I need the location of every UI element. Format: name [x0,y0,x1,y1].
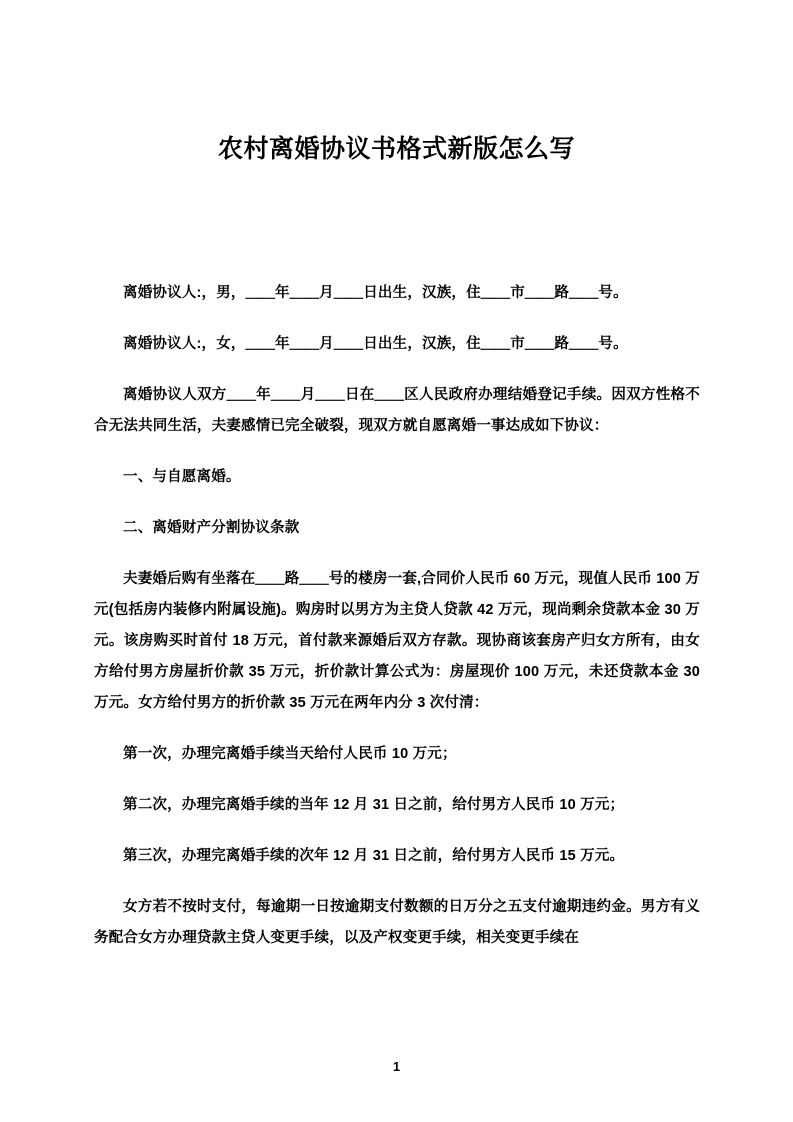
paragraph-payment-third: 第三次，办理完离婚手续的次年 12 月 31 日之前，给付男方人民币 15 万元。 [123,848,625,864]
page-number: 1 [392,1059,401,1074]
document-body [94,278,700,974]
paragraph-marriage-registration: 离婚协议人双方＿＿年＿＿月＿＿日在＿＿区人民政府办理结婚登记手续。因双方性格不合无法共同生活，夫妻感情已完全破裂，现双方就自愿离婚一事达成如下协议： [94,387,700,434]
paragraph-article-two-heading: 二、离婚财产分割协议条款 [123,520,300,536]
paragraph-party-male: 离婚协议人:，男，＿＿年＿＿月＿＿日出生，汉族，住＿＿市＿＿路＿＿号。 [123,285,628,301]
paragraph-party-female: 离婚协议人:，女，＿＿年＿＿月＿＿日出生，汉族，住＿＿市＿＿路＿＿号。 [123,336,628,352]
paragraph-payment-second: 第二次，办理完离婚手续的当年 12 月 31 日之前，给付男方人民币 10 万元； [123,797,625,813]
paragraph-property-division: 夫妻婚后购有坐落在＿＿路＿＿号的楼房一套,合同价人民币 60 万元，现值人民币 100 万元(包括房内装修内附属设施)。购房时以男方为主贷人贷款 42 万元，现尚剩余贷款本金 30 万元。该房购买时首付 18 万元，首付款来源婚后双方存款。现协商该套房产归女方所有，由女方给付男方房屋折价款 35 万元，折价款计算公式为：房屋现价 100 万元，未还贷款本金 30 万元。女方给付男方的折价款 35 万元在两年内分 3 次付清： [94,571,700,711]
paragraph-payment-first: 第一次，办理完离婚手续当天给付人民币 10 万元； [123,746,457,762]
page-title: 农村离婚协议书格式新版怎么写 [217,135,575,163]
paragraph-article-one: 一、与自愿离婚。 [123,469,241,485]
paragraph-late-payment-penalty: 女方若不按时支付，每逾期一日按逾期支付数额的日万分之五支付逾期违约金。男方有义务配合女方办理贷款主贷人变更手续，以及产权变更手续，相关变更手续在 [94,899,700,946]
